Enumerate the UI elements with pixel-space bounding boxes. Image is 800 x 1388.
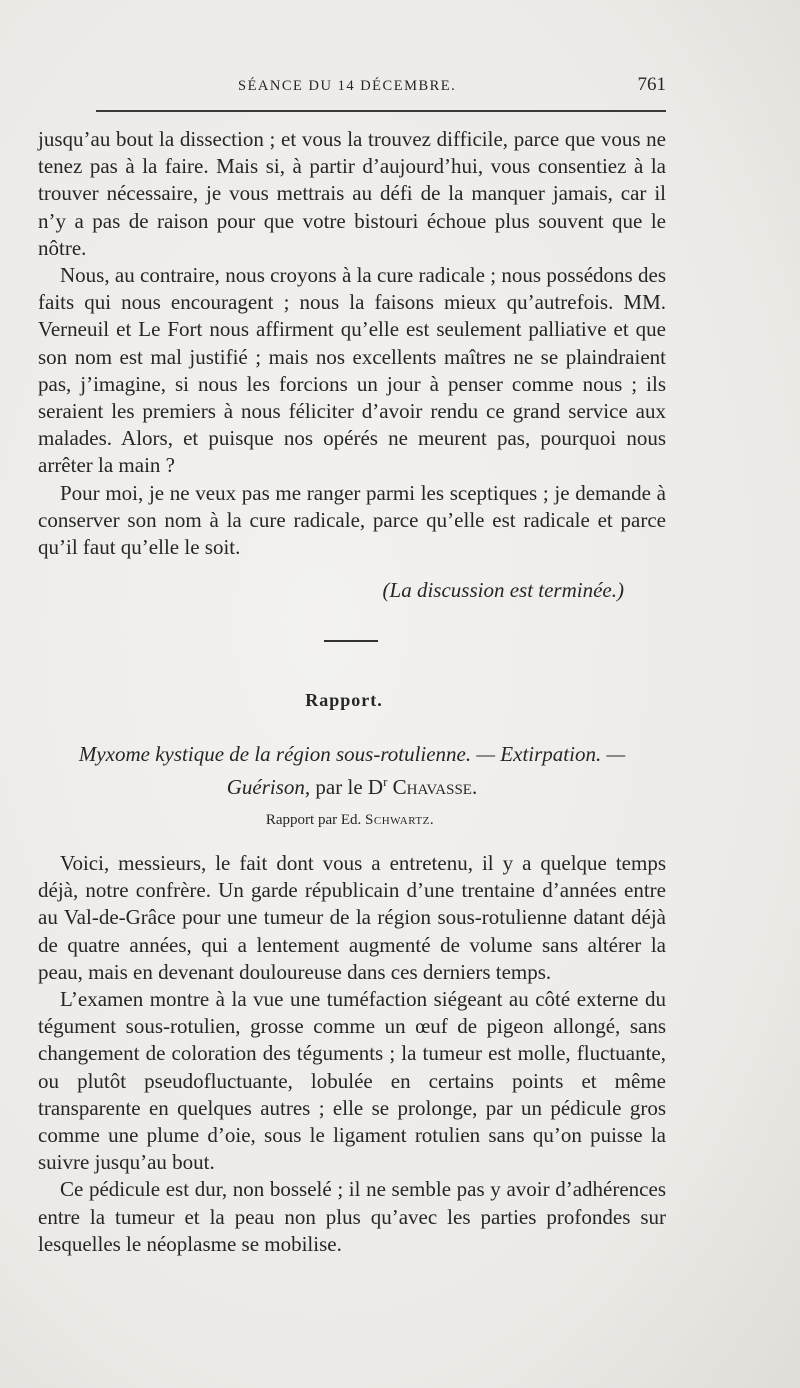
reporter-line [0,812,700,829]
paragraph: L’examen montre à la vue une tuméfaction siégeant au côté externe du tégument sous-rotulien, grosse comme un œuf de pigeon allongé, sans changement de coloration des téguments ; la tumeur est molle, fluctuante, ou plutôt pseudofluctuante, lobulée en certains points et même transparente en quelques autres ; elle se prolonge, par un pédicule gros comme une plume d’oie, sous le ligament rotulien sans qu’on puisse la suivre jusqu’au bout. [38,987,666,1175]
section-heading: Rapport. [305,690,383,710]
report-title-line: Myxome kystique de la région sous-rotulienne. — Extirpation. — [78,742,626,766]
header-rule [96,110,666,112]
report-body [38,850,666,1258]
report-title-sup: r [383,774,388,789]
paragraph: Nous, au contraire, nous croyons à la cure radicale ; nous possédons des faits qui nous encouragent ; nous la faisons mieux qu’autrefois. MM. Verneuil et Le Fort nous affirment qu’elle est seulement palliative et que son nom est mal justifié ; mais nos excellents maîtres ne se plaindraient pas, j’imagine, si nous les forcions un jour à penser comme nous ; ils seraient les premiers à nous féliciter d’avoir rendu ce grand service aux malades. Alors, et puisque nos opérés ne meurent pas, pourquoi nous arrêter la main ? [38,263,666,478]
reporter-name: Schwartz. [365,812,435,828]
continued-discussion [38,126,666,561]
reporter-prefix: Rapport par Ed. [265,812,362,828]
section-divider [324,640,378,642]
report-title-line [38,768,666,801]
page-header [38,74,666,98]
report-author: Chavasse. [392,775,478,799]
running-head: SÉANCE DU 14 DÉCEMBRE. [238,78,457,94]
discussion-closing-note: (La discussion est terminée.) [382,578,624,602]
paragraph: Voici, messieurs, le fait dont vous a entretenu, il y a quelque temps déjà, notre confrère. Un garde républicain d’une trentaine d’années entre au Val-de-Grâce pour une tumeur de la région sous-rotulienne datant déjà de quatre années, qui a lentement augmenté de volume sans altérer la peau, mais en devenant douloureuse dans ces derniers temps. [38,851,666,984]
paragraph: Ce pédicule est dur, non bosselé ; il ne semble pas y avoir d’adhérences entre la tumeur et la peau non plus qu’avec les parties profondes sur lesquelles le néoplasme se mobilise. [38,1177,666,1256]
page-number: 761 [637,74,666,95]
paragraph: jusqu’au bout la dissection ; et vous la trouvez difficile, parce que vous ne tenez pas à la faire. Mais si, à partir d’aujourd’hui, vous consentiez à la trouver nécessaire, je vous mettrais au défi de la manquer jamais, car il n’y a pas de raison pour que votre bistouri échoue plus souvent que le nôtre. [38,127,666,260]
report-title-by: par le D [315,775,384,799]
report-title-outcome: Guérison, [226,775,311,799]
report-title [38,740,666,801]
paragraph: Pour moi, je ne veux pas me ranger parmi les sceptiques ; je demande à conserver son nom à la cure radicale, parce qu’elle est radicale et parce qu’il faut qu’elle le soit. [38,480,666,560]
